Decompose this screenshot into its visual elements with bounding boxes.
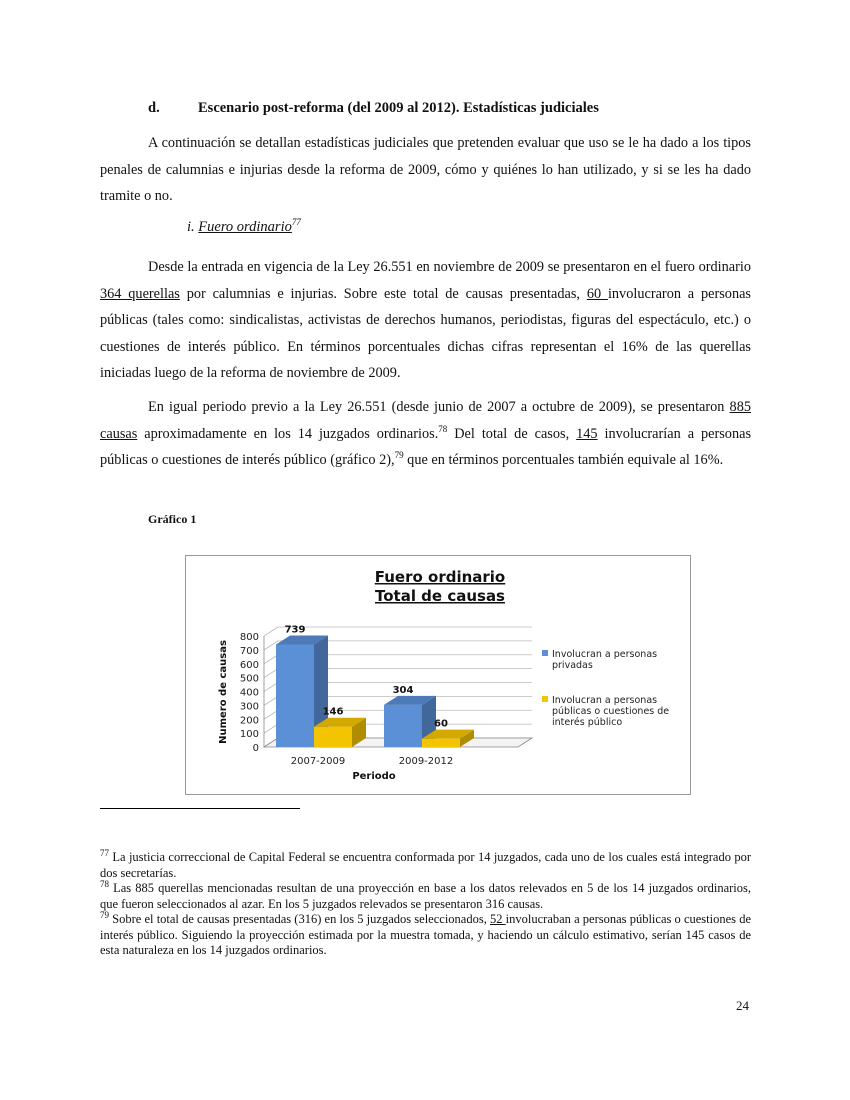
subsection-heading bbox=[187, 219, 301, 236]
footnote-78 bbox=[100, 878, 751, 912]
data-label-1-0: 304 bbox=[392, 684, 414, 696]
y-tick-label: 300 bbox=[239, 701, 259, 713]
section-letter: d. bbox=[148, 100, 160, 116]
para3-text-2: aproximadamente en los 14 juzgados ordinarios. bbox=[137, 425, 439, 442]
data-label-1-1: 60 bbox=[434, 718, 448, 730]
y-tick-label: 100 bbox=[239, 729, 259, 741]
gridline-side bbox=[264, 669, 278, 678]
bar-0-0-front bbox=[276, 644, 314, 747]
y-tick-label: 600 bbox=[239, 659, 259, 671]
para2-text-2: por calumnias e injurias. Sobre este total de causas presentadas, bbox=[179, 285, 587, 302]
footnote-77 bbox=[100, 847, 751, 881]
gridline-side bbox=[264, 641, 278, 650]
para2-underline-364: 364 querellas bbox=[100, 285, 180, 302]
gridline-side bbox=[264, 724, 278, 733]
chart-bars bbox=[276, 624, 474, 747]
bar-1-1-front bbox=[422, 739, 460, 747]
legend-swatch-public bbox=[542, 696, 548, 702]
bar-1-0-front bbox=[384, 705, 422, 747]
y-tick-label: 500 bbox=[239, 673, 259, 685]
y-tick-label: 700 bbox=[239, 645, 259, 657]
footnote-number-77: 77 bbox=[100, 847, 109, 858]
legend-label-public: Involucran a personas públicas o cuestiones de interés público bbox=[552, 695, 670, 728]
footnote-number-79: 79 bbox=[100, 909, 109, 920]
footnote-79 bbox=[100, 909, 751, 959]
para3-text-5: que en términos porcentuales también equivale al 16%. bbox=[403, 452, 724, 468]
gridline-side bbox=[264, 696, 278, 705]
para2-text-1: Desde la entrada en vigencia de la Ley 26.551 en noviembre de 2009 se presentaron en el fuero ordinario bbox=[148, 259, 751, 275]
x-axis-label: Periodo bbox=[352, 771, 396, 782]
footnote-ref-78: 78 bbox=[438, 423, 448, 434]
gridline-side bbox=[264, 627, 278, 636]
paragraph-causas bbox=[100, 394, 751, 474]
legend-label-private: Involucran a personas privadas bbox=[552, 649, 658, 671]
bar-chart bbox=[185, 555, 691, 795]
footnote-text-79-a: Sobre el total de causas presentadas (316) en los 5 juzgados seleccionados, bbox=[109, 912, 490, 926]
subsection-prefix: i. bbox=[187, 219, 199, 235]
footnote-number-78: 78 bbox=[100, 878, 109, 889]
y-axis-label: Numero de causas bbox=[218, 640, 229, 744]
subsection-title: Fuero ordinario bbox=[198, 219, 292, 235]
footnote-underline-52: 52 bbox=[490, 912, 506, 926]
footnote-text-78: Las 885 querellas mencionadas resultan de una proyección en base a los datos relevados en 5 de los 14 juzgados ordinarios, que fueron seleccionados al azar. En los 5 juzgados relevados se presentaron 316 causas. bbox=[100, 881, 751, 911]
para2-underline-60: 60 bbox=[586, 285, 608, 302]
para2-text-3: involucraron a personas públicas (tales como: sindicalistas, activistas de derechos humanos, periodistas, figuras del espectáculo, etc.) o cuestiones de interés público. En términos porcentuales dichas cifras representan el 16% de las querellas iniciadas luego de la reforma de noviembre de 2009. bbox=[100, 285, 752, 381]
y-tick-label: 800 bbox=[239, 632, 259, 643]
gridline-side bbox=[264, 683, 278, 692]
section-heading bbox=[148, 100, 599, 117]
para3-underline-885: 885 causas bbox=[100, 399, 751, 442]
footnote-separator bbox=[100, 808, 300, 809]
legend-swatch-private bbox=[542, 650, 548, 656]
footnote-text-77: La justicia correccional de Capital Federal se encuentra conformada por 14 juzgados, cada uno de los cuales está integrado por dos secretarías. bbox=[100, 850, 751, 880]
bar-0-1-front bbox=[314, 727, 352, 747]
y-tick-label: 0 bbox=[252, 743, 259, 754]
gridline-side bbox=[264, 710, 278, 719]
chart-title-line-2: Total de causas bbox=[374, 587, 506, 605]
footnote-ref-79: 79 bbox=[394, 450, 404, 461]
para3-underline-145: 145 bbox=[576, 425, 598, 442]
page-number: 24 bbox=[736, 998, 749, 1013]
para3-text-4: involucrarían a personas públicas o cuestiones de interés público (gráfico 2), bbox=[100, 425, 752, 468]
x-tick-label-1: 2009-2012 bbox=[398, 756, 454, 767]
data-label-0-1: 146 bbox=[322, 706, 344, 718]
paragraph-querellas bbox=[100, 254, 751, 387]
intro-paragraph bbox=[100, 130, 751, 210]
chart-caption: Gráfico 1 bbox=[148, 512, 197, 526]
footnote-text-79-b: involucraban a personas públicas o cuestiones de interés público. Siguiendo la proyección estimada por la muestra tomada, y haciendo un cálculo estimativo, serían 145 casos de esta naturaleza en los 14 juzgados ordinarios. bbox=[100, 912, 751, 957]
gridline-side bbox=[264, 655, 278, 664]
chart-title-line-1: Fuero ordinario bbox=[374, 568, 506, 586]
footnote-ref-77: 77 bbox=[291, 217, 301, 228]
y-tick-label: 400 bbox=[239, 687, 259, 699]
x-tick-label-0: 2007-2009 bbox=[290, 756, 346, 767]
para3-text-1: En igual periodo previo a la Ley 26.551 (desde junio de 2007 a octubre de 2009), se presentaron bbox=[148, 399, 730, 415]
data-label-0-0: 739 bbox=[284, 624, 306, 636]
chart-legend bbox=[542, 649, 672, 728]
para3-text-3: Del total de casos, bbox=[447, 425, 577, 442]
section-title: Escenario post-reforma (del 2009 al 2012). Estadísticas judiciales bbox=[198, 100, 599, 116]
chart-svg bbox=[186, 556, 690, 794]
intro-text: A continuación se detallan estadísticas judiciales que pretenden evaluar que uso se le ha dado a los tipos penales de calumnias e injurias desde la reforma de 2009, cómo y quiénes lo han utilizado, y si se les ha dado tramite o no. bbox=[100, 135, 751, 204]
y-tick-label: 200 bbox=[239, 715, 259, 727]
